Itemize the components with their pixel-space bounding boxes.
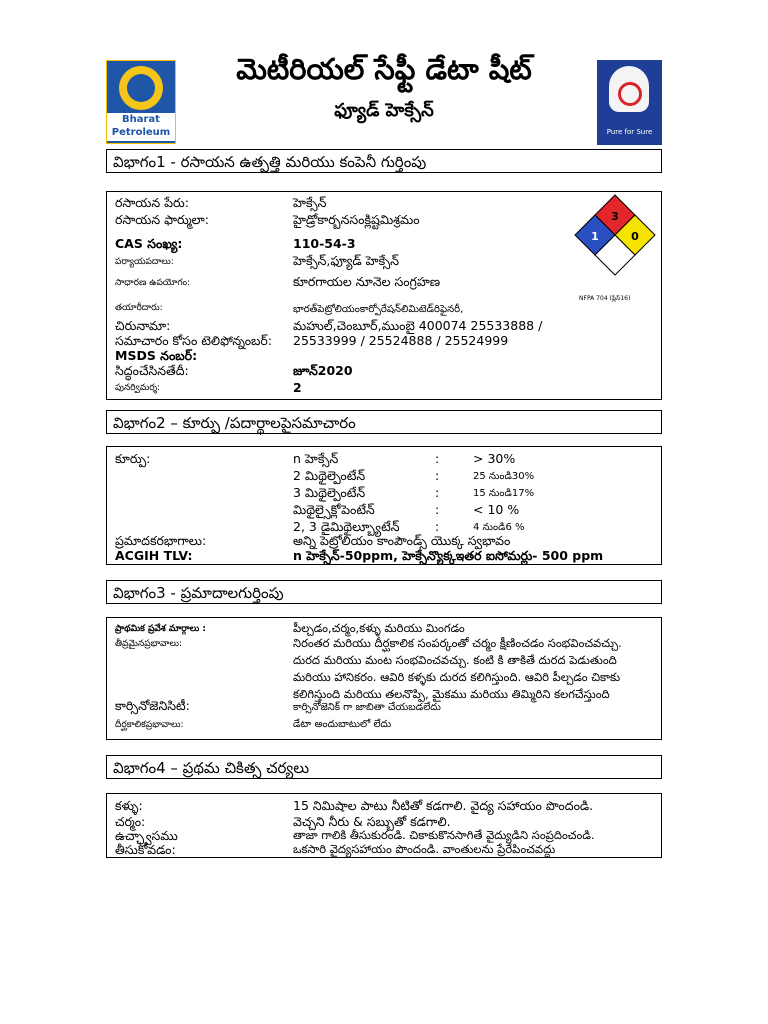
s3-value: పీల్చడం,చర్మం,కళ్ళు మరియు మింగడం [293,621,465,635]
s1-value: జూన్2020 [293,363,353,378]
s1-label: పునర్విమర్శ: [115,383,161,393]
logo-left-text: Bharat Petroleum [107,113,175,141]
component-name: 2 మిథైల్పెంటేన్ [293,468,366,483]
nfpa-caption: NFPA 704 (ప్లేస్16) [579,295,631,302]
component-amount: 25 నుండి30% [473,471,535,482]
component-sep: : [435,485,440,500]
hazard-value: అన్ని పెట్రోలియం కాంపౌండ్స్ యొక్క స్వభావం [293,533,511,548]
component-sep: : [435,468,440,483]
s1-label: రసాయన ఫార్ములా: [115,212,209,227]
pure-for-sure-logo [597,60,662,145]
section3-heading: విభాగం3 - ప్రమాదాలగుర్తింపు [106,580,662,604]
s4-label: తీసుకోవడం: [115,842,176,857]
component-sep: : [435,519,440,534]
s3-label: కార్సినోజెనిసిటీ: [115,698,190,713]
component-amount: 4 నుండి6 % [473,522,525,533]
section2-heading: విభాగం2 – కూర్పు /పదార్థాలపైసమాచారం [106,410,662,434]
s1-value: 110-54-3 [293,236,356,251]
s1-value: 2 [293,380,302,395]
section4-heading: విభాగం4 – ప్రథమ చికిత్స చర్యలు [106,755,662,779]
s4-label: చర్మం: [115,814,146,829]
bharat-petroleum-logo [106,60,176,144]
s1-value: హైడ్రోకార్బనసంక్లిష్టమిశ్రమం [293,212,420,227]
s1-label: MSDS నంబర్: [115,348,198,363]
hazard-label: ప్రమాదకరభాగాలు: [115,533,207,548]
nfpa-diamond [572,193,658,289]
s4-value: ఒకసారి వైద్యసహాయం పొందండి. వాంతులను ప్రేరేపించవద్దు [293,842,556,856]
section1-heading: విభాగం1 - రసాయన ఉత్పత్తి మరియు కంపెనీ గుర్తింపు [106,149,662,173]
component-name: మిథైల్సైక్లోపెంటేన్ [293,502,375,517]
s3-value: కలిగిస్తుంది మరియు తలనొప్పి, మైకము మరియు తిమ్మిరిని కలగచేస్తుంది [293,687,610,701]
s4-label: కళ్ళు: [115,798,143,813]
s3-label: ప్రాథమిక ప్రవేశ మార్గాలు : [115,624,206,634]
s1-label: సాధారణ ఉపయోగం: [115,278,191,288]
logo-right-text: Pure for Sure [606,128,653,136]
component-sep: : [435,502,440,517]
s3-value: మరియు హానికరం. ఆవిరి కళ్ళకు దురద కలిగిస్తుంది. ఆవిరి పీల్చడం చికాకు [293,670,621,684]
nfpa-health-value: 1 [591,230,599,243]
s3-value: డేటా అందుబాటులో లేదు [293,719,392,730]
s1-label: సిద్ధంచేసినతేదీ: [115,363,189,378]
s1-label: సమాచారం కోసం టెలిఫోన్నంబర్: [115,333,273,348]
logo-ring-icon [119,66,163,110]
s3-value: నిరంతర మరియు దీర్ఘకాలిక సంపర్కంతో చర్మం క్షీణించడం సంభవించవచ్చు. [293,636,622,650]
composition-label: కూర్పు: [115,451,151,466]
nfpa-flammability-value: 3 [611,210,619,223]
component-name: 2, 3 డైమిథైల్బ్యూటేన్ [293,519,400,534]
s3-value: కార్సినోజెనిక్ గా జాబితా చేయబడలేదు [293,702,441,713]
tlv-value: n హెక్సేన్-50ppm, హెక్సేన్యొక్కఇతర ఐసోమర్లు- 500 ppm [293,548,604,563]
s3-value: దురద మరియు మంట సంభవించవచ్చు. కంటి కి తాకితే దురద పెడుతుంది [293,653,617,667]
s4-value: 15 నిమిషాల పాటు నీటితో కడగాలి. వైద్య సహాయం పొందండి. [293,798,594,813]
s1-label: రసాయన పేరు: [115,195,189,210]
component-name: n హెక్సేన్ [293,451,339,466]
section3-box [106,617,662,740]
tlv-label: ACGIH TLV: [115,548,193,563]
s1-value: మహుల్,చెంబూర్,ముంబై 400074 25533888 / [293,318,543,333]
nfpa-reactivity-value: 0 [631,230,639,243]
section2-box [106,446,662,565]
s1-label: తయారీదారు: [115,303,163,313]
component-name: 3 మిథైల్పెంటేన్ [293,485,366,500]
s1-value: కూరగాయల నూనెల సంగ్రహణ [293,274,441,289]
page-title: మెటీరియల్ సేఫ్టీ డేటా షీట్ [236,52,532,86]
s1-value: 25533999 / 25524888 / 25524999 [293,333,509,348]
s1-value: హెక్సేన్ [293,195,327,210]
ok-hand-icon [609,66,649,112]
component-sep: : [435,451,440,466]
s4-value: వెచ్చని నీరు & సబ్బుతో కడగాలి. [293,814,451,829]
s1-label: పర్యాయపదాలు: [115,257,174,267]
section4-box [106,793,662,858]
component-amount: 15 నుండి17% [473,488,535,499]
s1-value: భారత్‌పెట్రోలియంకార్పోరేషన్‌లిమిటెడ్‌రిఫైనరీ, [293,304,464,315]
s1-label: CAS సంఖ్య: [115,236,183,251]
s3-label: తీవ్రమైనప్రభావాలు: [115,639,183,649]
page-subtitle: ఫ్యూడ్ హెక్సేన్ [334,100,434,121]
component-amount: < 10 % [473,502,520,517]
component-amount: > 30% [473,451,516,466]
s4-label: ఉచ్ఛ్వాసము [115,828,178,843]
s3-label: దీర్ఘకాలికప్రభావాలు: [115,720,184,730]
s1-label: చిరునామా: [115,318,171,333]
s1-value: హెక్సేన్,ఫ్యూడ్ హెక్సేన్ [293,253,400,268]
s4-value: తాజా గాలికి తీసుకురండి. చికాకుకొనసాగితే వైద్యుడిని సంప్రదించండి. [293,828,595,842]
